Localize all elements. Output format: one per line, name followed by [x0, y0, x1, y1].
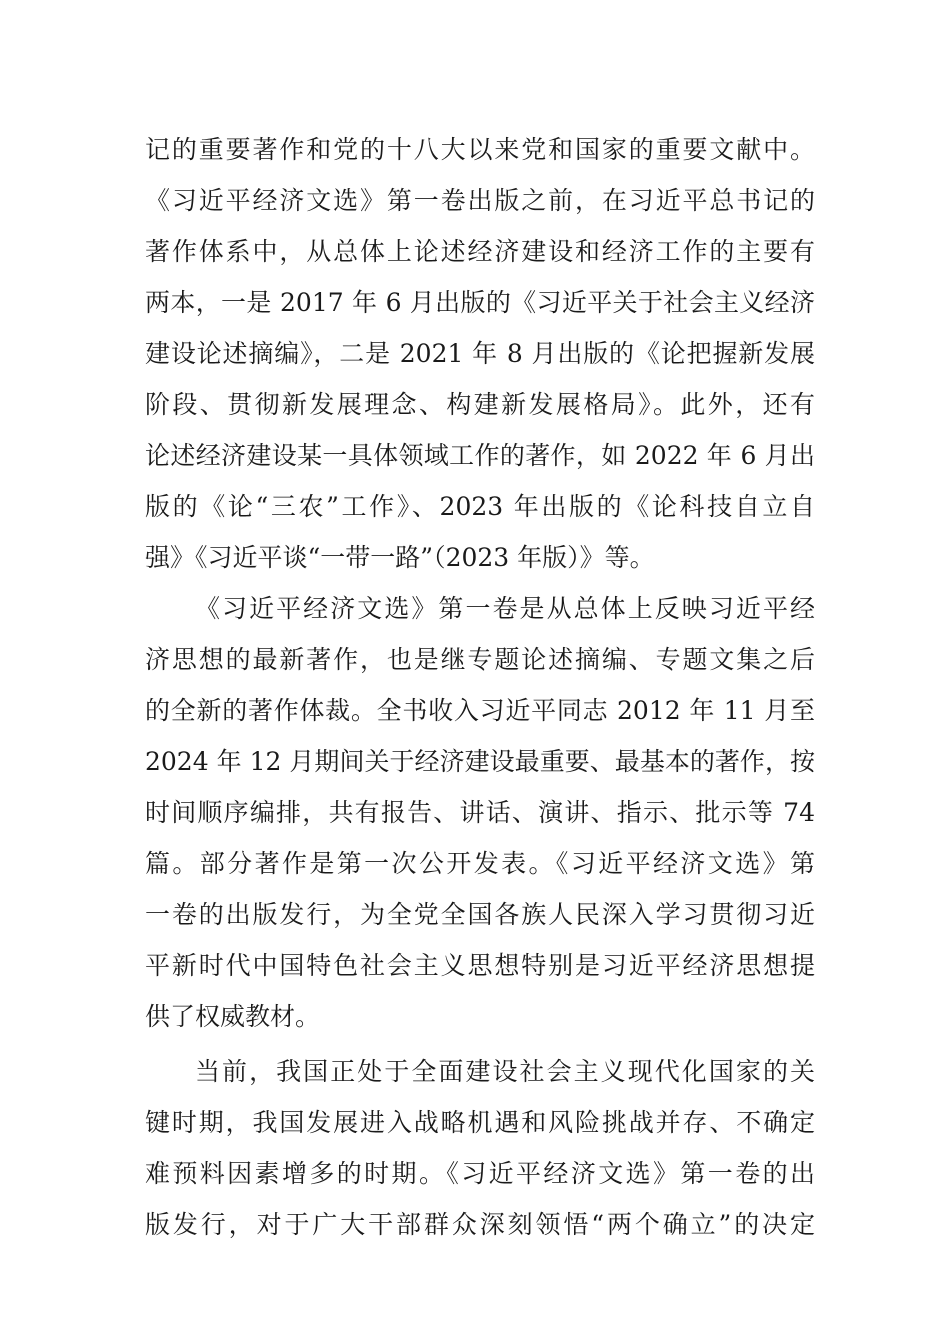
text-line: 2024 年 12 月期间关于经济建设最重要、最基本的著作，按 — [145, 747, 815, 776]
paragraph-1 — [145, 124, 815, 583]
text-line: 版的《论“三农”工作》、2023 年出版的《论科技自立自 — [145, 492, 815, 521]
text-line: 《习近平经济文选》第一卷出版之前，在习近平总书记的 — [145, 186, 815, 215]
text-line: 篇。部分著作是第一次公开发表。《习近平经济文选》第 — [145, 849, 815, 878]
text-line: 《习近平经济文选》第一卷是从总体上反映习近平经 — [195, 594, 815, 623]
paragraph-2 — [145, 583, 815, 1042]
text-line: 两本，一是 2017 年 6 月出版的《习近平关于社会主义经济 — [145, 288, 815, 317]
body-text — [145, 124, 815, 1250]
text-line: 济思想的最新著作，也是继专题论述摘编、专题文集之后 — [145, 645, 815, 674]
text-line: 著作体系中，从总体上论述经济建设和经济工作的主要有 — [145, 237, 815, 266]
text-line: 供了权威教材。 — [145, 1002, 321, 1031]
text-line: 阶段、贯彻新发展理念、构建新发展格局》。此外，还有 — [145, 390, 815, 419]
text-line: 强》《习近平谈“一带一路”（2023 年版）》等。 — [145, 543, 655, 572]
text-line: 建设论述摘编》，二是 2021 年 8 月出版的《论把握新发展 — [145, 339, 815, 368]
text-line: 版发行，对于广大干部群众深刻领悟“两个确立”的决定 — [145, 1210, 815, 1239]
text-line: 当前，我国正处于全面建设社会主义现代化国家的关 — [195, 1057, 815, 1086]
text-line: 平新时代中国特色社会主义思想特别是习近平经济思想提 — [145, 951, 815, 980]
text-line: 时间顺序编排，共有报告、讲话、演讲、指示、批示等 74 — [145, 798, 815, 827]
paragraph-3 — [145, 1046, 815, 1250]
text-line: 一卷的出版发行，为全党全国各族人民深入学习贯彻习近 — [145, 900, 815, 929]
text-line: 键时期，我国发展进入战略机遇和风险挑战并存、不确定 — [145, 1108, 815, 1137]
text-line: 的全新的著作体裁。全书收入习近平同志 2012 年 11 月至 — [145, 696, 815, 725]
text-line: 记的重要著作和党的十八大以来党和国家的重要文献中。 — [145, 135, 815, 164]
text-line: 论述经济建设某一具体领域工作的著作，如 2022 年 6 月出 — [145, 441, 815, 470]
text-line: 难预料因素增多的时期。《习近平经济文选》第一卷的出 — [145, 1159, 815, 1188]
